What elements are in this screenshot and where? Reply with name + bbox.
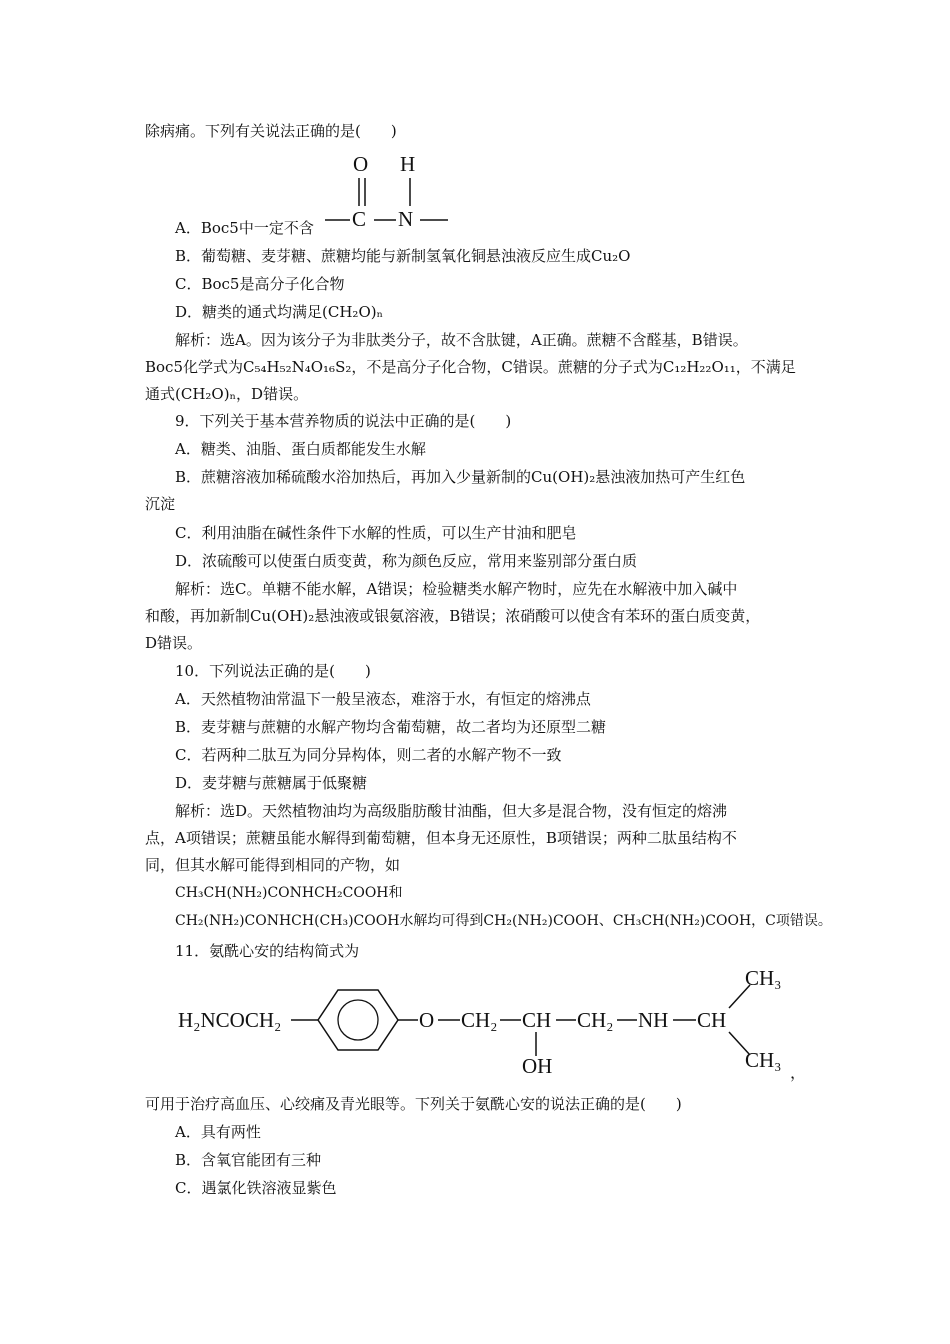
q8-stem-tail: 除病痛。下列有关说法正确的是( ) bbox=[145, 122, 397, 140]
q10-analysis-line5: CH₂(NH₂)CONHCH(CH₃)COOH水解均可得到CH₂(NH₂)COOH、CH₃CH(NH₂)COOH，C项错误。 bbox=[175, 913, 832, 929]
atenolol-ch2-b: CH₂ bbox=[577, 1008, 614, 1032]
q8-option-b: B．葡萄糖、麦芽糖、蔗糖均能与新制氢氧化铜悬浊液反应生成Cu₂O bbox=[175, 247, 631, 265]
q9-analysis-line3: D错误。 bbox=[145, 634, 203, 652]
q9-stem: 9．下列关于基本营养物质的说法中正确的是( ) bbox=[175, 412, 512, 430]
q9-option-b-line2: 沉淀 bbox=[145, 495, 176, 513]
q9-option-b-line1: B．蔗糖溶液加稀硫酸水浴加热后，再加入少量新制的Cu(OH)₂悬浊液加热可产生红色 bbox=[175, 468, 746, 486]
atenolol-ether-o: O bbox=[419, 1008, 435, 1032]
q11-option-b: B．含氧官能团有三种 bbox=[175, 1151, 322, 1169]
q8-option-a: A．Boc5中一定不含 bbox=[175, 219, 314, 237]
q8-analysis-line1: 解析：选A。因为该分子为非肽类分子，故不含肽键，A正确。蔗糖不含醛基，B错误。 bbox=[175, 331, 748, 349]
atenolol-ch: CH bbox=[522, 1008, 552, 1032]
q10-analysis-line2: 点，A项错误；蔗糖虽能水解得到葡萄糖，但本身无还原性，B项错误；两种二肽虽结构不 bbox=[145, 829, 737, 847]
q10-option-b: B．麦芽糖与蔗糖的水解产物均含葡萄糖，故二者均为还原型二糖 bbox=[175, 718, 607, 736]
q10-analysis-line4: CH₃CH(NH₂)CONHCH₂COOH和 bbox=[175, 885, 403, 901]
q8-option-c: C．Boc5是高分子化合物 bbox=[175, 275, 345, 293]
q9-analysis-line2: 和酸，再加新制Cu(OH)₂悬浊液或银氨溶液，B错误；浓硝酸可以使含有苯环的蛋白质变黄， bbox=[145, 607, 761, 625]
atenolol-ch3-bottom: CH₃ bbox=[745, 1048, 782, 1072]
q8-analysis-line3: 通式(CH₂O)ₙ，D错误。 bbox=[145, 385, 309, 403]
q9-option-a: A．糖类、油脂、蛋白质都能发生水解 bbox=[175, 440, 426, 458]
q10-option-d: D．麦芽糖与蔗糖属于低聚糖 bbox=[175, 774, 368, 792]
atenolol-ch-iso: CH bbox=[697, 1008, 727, 1032]
q10-analysis-line3: 同，但其水解可能得到相同的产物，如 bbox=[145, 856, 401, 874]
q8-analysis-line2: Boc5化学式为C₅₄H₅₂N₄O₁₆S₂，不是高分子化合物，C错误。蔗糖的分子式为C₁₂H₂₂O₁₁，不满足 bbox=[145, 358, 796, 376]
q11-option-a: A．具有两性 bbox=[175, 1123, 261, 1141]
q9-analysis-line1: 解析：选C。单糖不能水解，A错误；检验糖类水解产物时，应先在水解液中加入碱中 bbox=[175, 580, 738, 598]
q9-option-d: D．浓硫酸可以使蛋白质变黄，称为颜色反应，常用来鉴别部分蛋白质 bbox=[175, 552, 638, 570]
q10-option-a: A．天然植物油常温下一般呈液态，难溶于水，有恒定的熔沸点 bbox=[175, 690, 591, 708]
q11-option-c: C．遇氯化铁溶液显紫色 bbox=[175, 1179, 337, 1197]
amide-n: N bbox=[398, 207, 414, 231]
atenolol-oh: OH bbox=[522, 1054, 553, 1078]
atenolol-comma: ， bbox=[790, 1065, 807, 1082]
q10-analysis-line1: 解析：选D。天然植物油均为高级脂肪酸甘油酯，但大多是混合物，没有恒定的熔沸 bbox=[175, 802, 728, 820]
q8-option-d: D．糖类的通式均满足(CH₂O)ₙ bbox=[175, 303, 384, 321]
atenolol-ch3-top: CH₃ bbox=[745, 966, 782, 990]
atenolol-ch2-a: CH₂ bbox=[461, 1008, 498, 1032]
atenolol-nh: NH bbox=[638, 1008, 669, 1032]
q10-stem: 10．下列说法正确的是( ) bbox=[175, 662, 371, 680]
amide-c: C bbox=[352, 207, 367, 231]
atenolol-h2ncoch2: H₂NCOCH₂ bbox=[178, 1008, 282, 1032]
amide-h: H bbox=[400, 152, 416, 176]
amide-o: O bbox=[353, 152, 369, 176]
q11-stem2: 可用于治疗高血压、心绞痛及青光眼等。下列关于氨酰心安的说法正确的是( ) bbox=[145, 1095, 682, 1113]
q10-option-c: C．若两种二肽互为同分异构体，则二者的水解产物不一致 bbox=[175, 746, 562, 764]
q11-stem: 11．氨酰心安的结构简式为 bbox=[175, 942, 360, 960]
q9-option-c: C．利用油脂在碱性条件下水解的性质，可以生产甘油和肥皂 bbox=[175, 524, 577, 542]
